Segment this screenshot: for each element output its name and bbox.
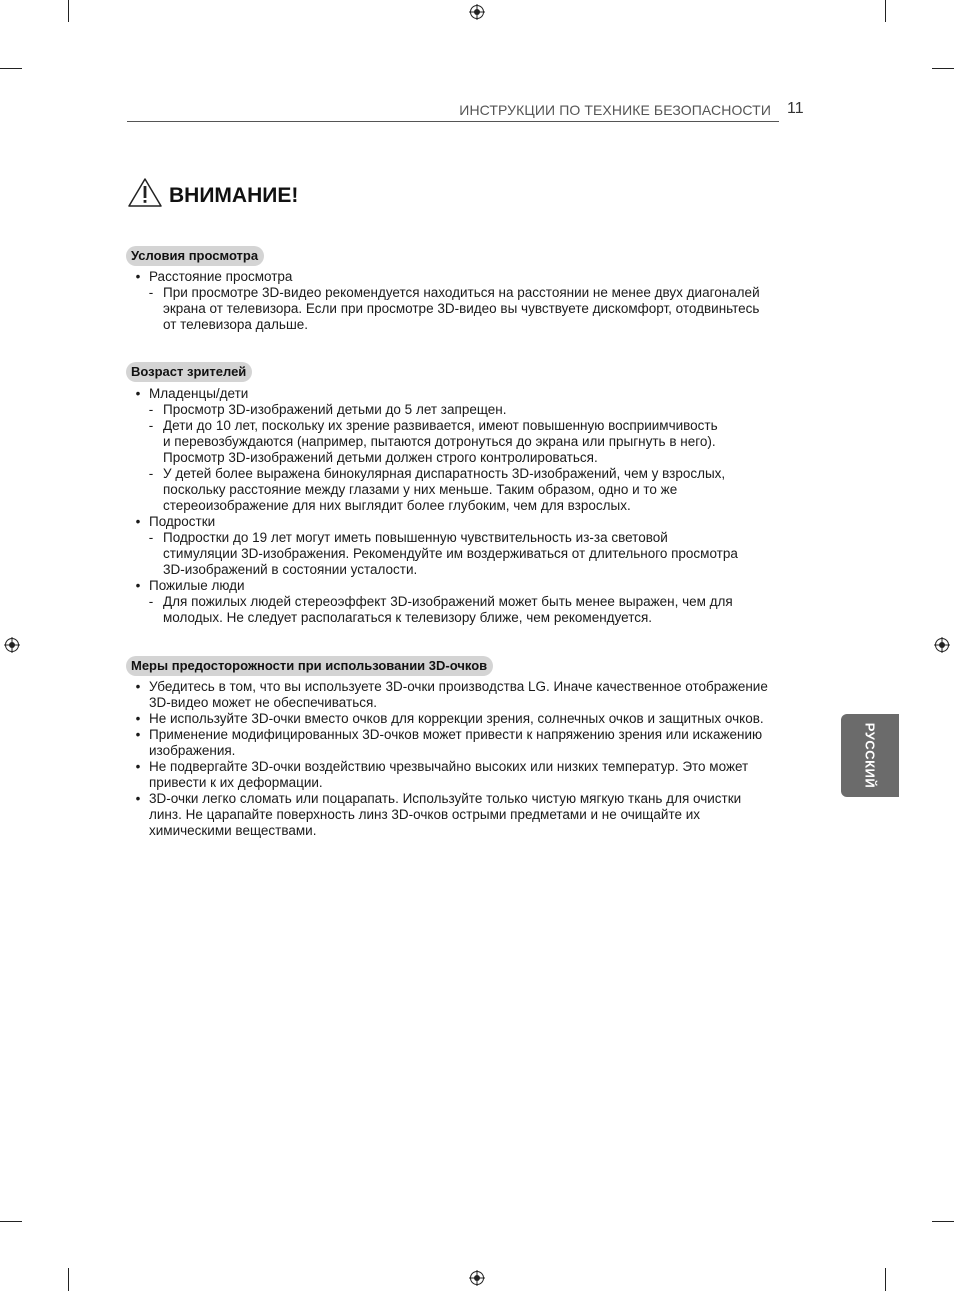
registration-mark-icon	[469, 4, 485, 20]
crop-mark	[885, 0, 886, 22]
running-header: ИНСТРУКЦИИ ПО ТЕХНИКЕ БЕЗОПАСНОСТИ	[459, 102, 771, 118]
list-subitem: - Для пожилых людей стереоэффект 3D-изображений может быть менее выражен, чем для молодых. Не следует располагаться к телевизору ближе, чем рекомендуется.	[148, 594, 733, 625]
list-item: • Не подвергайте 3D-очки воздействию чрезвычайно высоких или низких температур. Это может привести к их деформации.	[135, 759, 749, 790]
list-item: • Расстояние просмотра	[135, 269, 293, 284]
registration-mark-icon	[469, 1270, 485, 1286]
registration-mark-icon	[4, 637, 20, 653]
crop-mark	[68, 0, 69, 22]
header-rule	[127, 121, 779, 122]
section-body	[127, 386, 807, 626]
list-subitem: - Подростки до 19 лет могут иметь повышенную чувствительность из-за световой стимуляции 3D-изображения. Рекомендуйте им воздерживаться от длительного просмотра 3D-изображений в состоянии усталости.	[148, 530, 738, 577]
section-body	[127, 269, 807, 333]
language-tab	[841, 714, 899, 797]
list-item: • Пожилые люди	[135, 578, 245, 593]
crop-mark	[68, 1268, 69, 1291]
warning-heading	[127, 177, 298, 208]
page-number: 11	[787, 100, 804, 117]
list-subitem: - У детей более выражена бинокулярная диспаратность 3D-изображений, чем у взрослых, поскольку расстояние между глазами у них меньше. Таким образом, одно и то же стереоизображение для них выглядит более глубоким, чем для взрослых.	[148, 466, 726, 513]
list-item: • Убедитесь в том, что вы используете 3D-очки производства LG. Иначе качественное отображение 3D-видео может не обеспечиваться.	[135, 679, 768, 710]
list-item: • 3D-очки легко сломать или поцарапать. Используйте только чистую мягкую ткань для очистки линз. Не царапайте поверхность линз 3D-очков острыми предметами и не очищайте их химическими веществами.	[135, 791, 742, 838]
crop-mark	[932, 1221, 954, 1222]
warning-triangle-icon	[127, 177, 163, 208]
crop-mark	[0, 1221, 22, 1222]
list-item: • Подростки	[135, 514, 216, 529]
language-tab-label: РУССКИЙ	[862, 722, 878, 789]
section-body	[127, 679, 807, 839]
list-item: • Применение модифицированных 3D-очков может привести к напряжению зрения или искажению изображения.	[135, 727, 763, 758]
crop-mark	[0, 68, 22, 69]
crop-mark	[932, 68, 954, 69]
page-title: ВНИМАНИЕ!	[169, 184, 299, 207]
list-subitem: - Дети до 10 лет, поскольку их зрение развивается, имеют повышенную восприимчивость и перевозбуждаются (например, пытаются дотронуться до экрана или прыгнуть в него). Просмотр 3D-изображений детьми должен строго контролироваться.	[148, 418, 718, 465]
registration-mark-icon	[934, 637, 950, 653]
list-item: • Не используйте 3D-очки вместо очков для коррекции зрения, солнечных очков и защитных очков.	[135, 711, 764, 726]
section-heading: Возраст зрителей	[126, 362, 252, 382]
list-subitem: - При просмотре 3D-видео рекомендуется находиться на расстоянии не менее двух диагоналей экрана от телевизора. Если при просмотре 3D-видео вы чувствуете дискомфорт, отодвиньтесь от телевизора дальше.	[148, 285, 760, 332]
section-heading: Условия просмотра	[126, 246, 264, 266]
list-item: • Младенцы/дети	[135, 386, 249, 401]
section-heading: Меры предосторожности при использовании 3D-очков	[126, 656, 493, 676]
list-subitem: - Просмотр 3D-изображений детьми до 5 лет запрещен.	[148, 402, 507, 417]
crop-mark	[885, 1268, 886, 1291]
